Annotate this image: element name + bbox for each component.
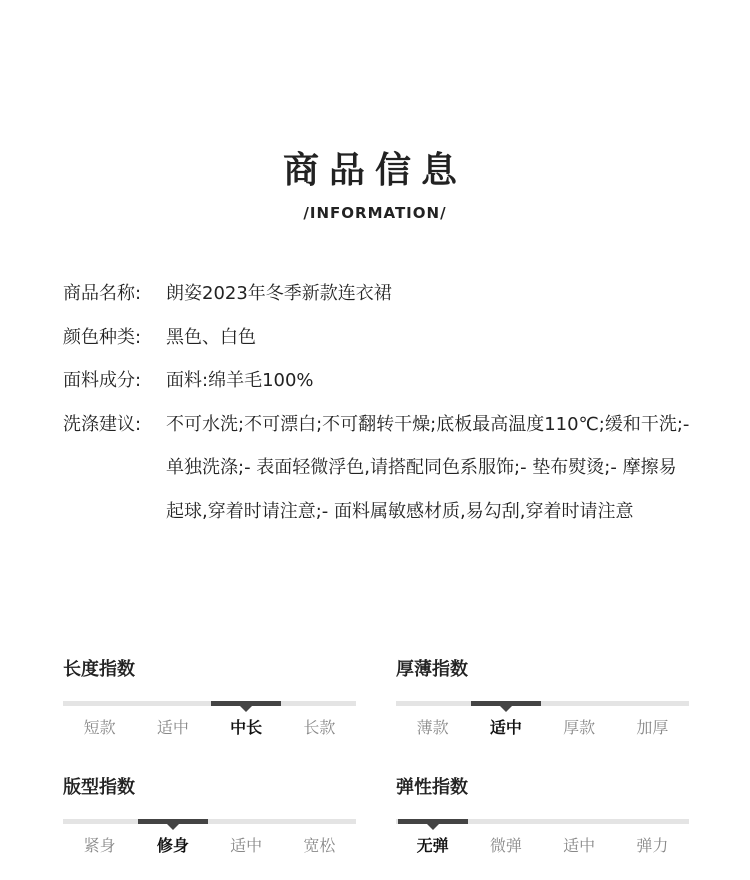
info-value: 不可水洗;不可漂白;不可翻转干燥;底板最高温度110℃;缓和干洗;- 单独洗涤;- 表面轻微浮色,请搭配同色系服饰;- 垫布熨烫;- 摩擦易起球,穿着时请注意;- 面料属敏感材质,易勾刮,穿着时请注意 (166, 413, 690, 522)
scale-option: 加厚 (636, 718, 669, 737)
scale-option: 微弹 (489, 836, 522, 855)
section-title: 商品信息 (282, 150, 467, 191)
scale-option: 无弹 (416, 836, 449, 855)
product-info-list (63, 272, 693, 533)
scale-title: 长度指数 (63, 659, 135, 680)
scale-track (396, 701, 689, 706)
scale-option: 修身 (156, 836, 189, 855)
scale-marker (138, 819, 208, 824)
info-row-name (63, 272, 693, 316)
scale-option: 紧身 (83, 836, 116, 855)
scale-option: 适中 (489, 718, 522, 737)
info-value: 黑色、白色 (166, 326, 256, 348)
info-label: 商品名称: (63, 283, 142, 304)
scale-option: 长款 (303, 718, 336, 737)
scale-marker (211, 701, 281, 706)
elasticity-index-scale (396, 775, 689, 855)
thickness-index-scale (396, 657, 689, 737)
scale-option: 适中 (563, 836, 596, 855)
scale-option: 中长 (230, 718, 263, 737)
info-label: 面料成分: (63, 370, 142, 391)
scale-option: 适中 (230, 836, 263, 855)
info-row-fabric (63, 359, 693, 403)
info-label: 洗涤建议: (63, 413, 142, 435)
scale-option: 短款 (83, 718, 116, 737)
info-row-colors (63, 316, 693, 360)
scale-option: 弹力 (636, 836, 669, 855)
scale-title: 厚薄指数 (396, 659, 468, 680)
scale-title: 版型指数 (63, 777, 135, 798)
scale-option: 厚款 (563, 718, 596, 737)
scale-option: 宽松 (303, 836, 336, 855)
scale-option: 薄款 (416, 718, 449, 737)
info-value: 朗姿2023年冬季新款连衣裙 (166, 283, 392, 304)
scale-marker (398, 819, 468, 824)
info-row-care (63, 403, 693, 534)
scale-option: 适中 (156, 718, 189, 737)
info-label: 颜色种类: (63, 326, 142, 348)
scale-track (63, 819, 356, 824)
section-subtitle: /INFORMATION/ (303, 204, 447, 222)
fit-index-scale (63, 775, 356, 855)
length-index-scale (63, 657, 356, 737)
scale-marker (471, 701, 541, 706)
scale-track (63, 701, 356, 706)
scale-title: 弹性指数 (396, 777, 468, 798)
info-value: 面料:绵羊毛100% (166, 370, 314, 391)
